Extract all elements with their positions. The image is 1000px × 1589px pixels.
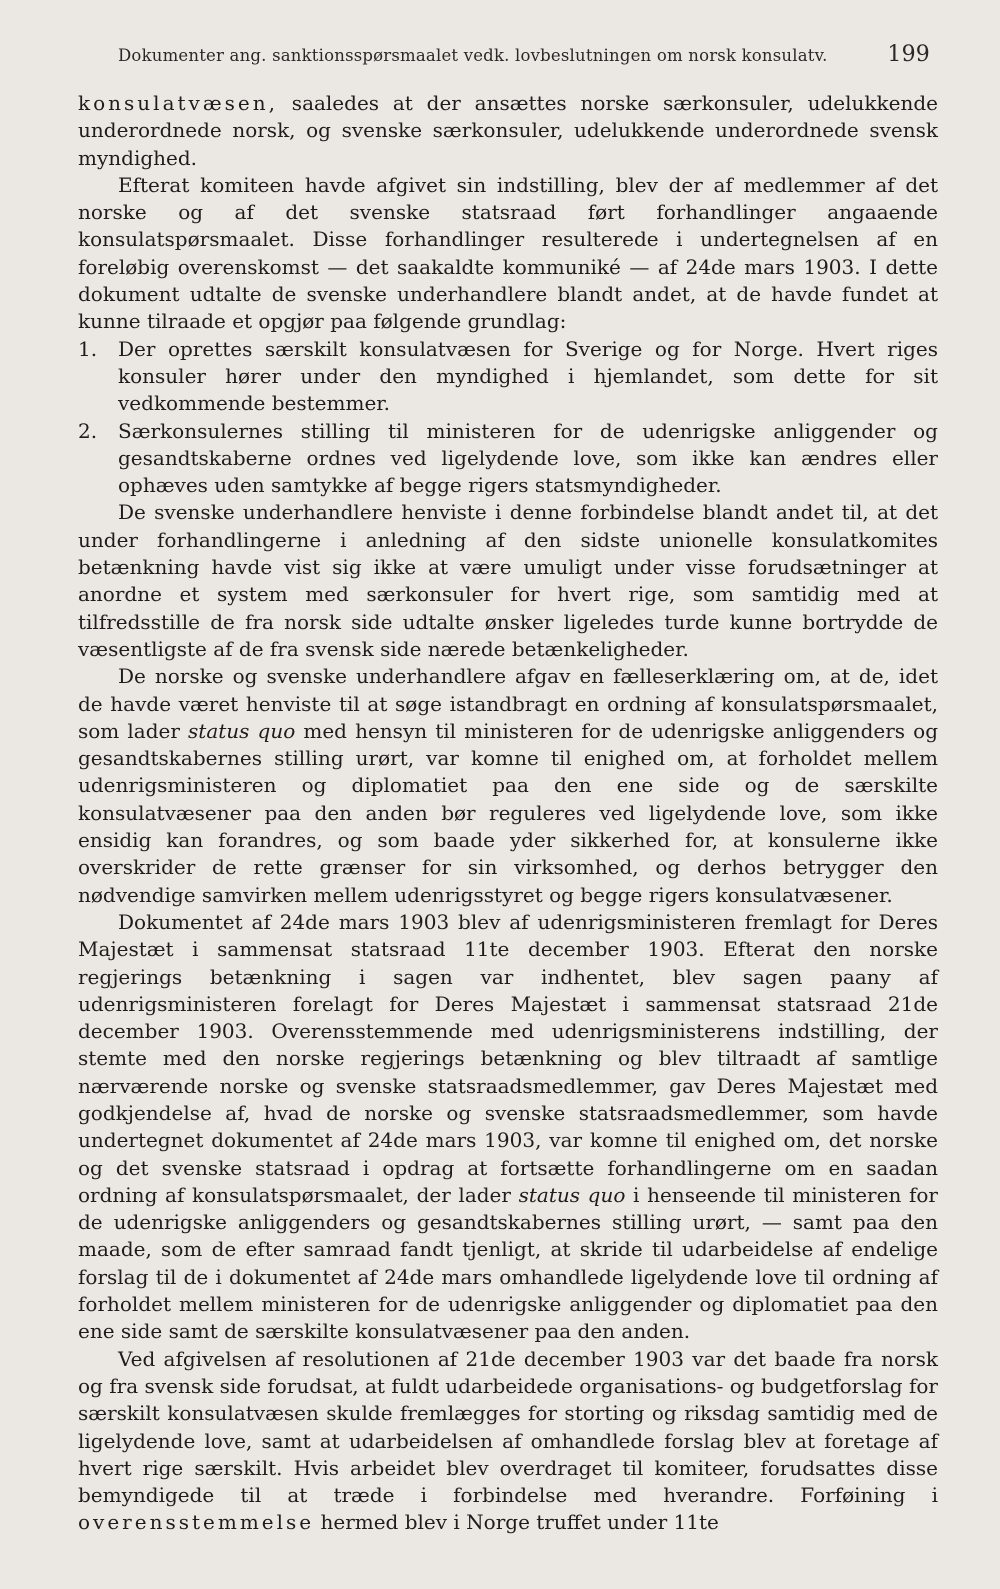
paragraph-6-text-a: Ved afgivelsen af resolutionen af 21de december 1903 var det baade fra norsk og fra svensk side forudsat, at fuldt udarbeidede organisations- og budgetforslag for særskilt konsulatvæsen skulde fremlægges for storting og riksdag samtidig med de ligelydende love, samt at udarbeidelsen af omhandlede forslag blev at foretage af hvert rige særskilt. Hvis arbeidet blev overdraget til komiteer, forudsattes disse bemyndigede til at træde i forbindelse med hverandre. Forføining i <box>78 1346 938 1508</box>
paragraph-5-text-a: Dokumentet af 24de mars 1903 blev af udenrigsministeren fremlagt for Deres Majestæt i sammensat statsraad 11te december 1903. Efterat den norske regjerings betænkning i sagen var indhentet, blev sagen paany af udenrigsministeren forelagt for Deres Majestæt i sammensat statsraad 21de december 1903. Overensstemmende med udenrigsministerens indstilling, der stemte med den norske regjerings betænkning og blev tiltraadt af samtlige nærværende norske og svenske statsraadsmedlemmer, gav Deres Majestæt med godkjendelse af, hvad de norske og svenske statsraadsmedlemmer, som havde undertegnet dokumentet af 24de mars 1903, var komne til enighed om, det norske og det svenske statsraad i opdrag at fortsætte forhandlingerne om en saadan ordning af konsulatspørsmaalet, der lader <box>78 909 938 1207</box>
spaced-word: overensstemmelse <box>78 1510 315 1535</box>
list-item-2 <box>78 418 938 500</box>
list-item-1-text: Der oprettes særskilt konsulatvæsen for Sverige og for Norge. Hvert riges konsuler hører under den myndighed i hjemlandet, som dette for sit vedkommende bestemmer. <box>118 336 938 416</box>
list-item-1 <box>78 336 938 418</box>
paragraph-6 <box>78 1346 938 1537</box>
running-title: Dokumenter ang. sanktionsspørsmaalet vedk. lovbeslutningen om norsk konsulatv. <box>118 46 828 65</box>
paragraph-3: De svenske underhandlere henviste i denne forbindelse blandt andet til, at det under forhandlingerne i anledning af den sidste unionelle konsulatkomites betænkning havde vist sig ikke at være umuligt under visse forudsætninger at anordne et system med særkonsuler for hvert rige, som samtidig med at tilfredsstille de fra norsk side udtalte ønsker ligeledes turde kunne bortrydde de væsentligste af de fra svensk side nærede betænkeligheder. <box>78 500 938 661</box>
list-item-1-number: 1. <box>78 336 98 361</box>
italic-phrase: status quo <box>188 718 296 743</box>
paragraph-6-text-b: hermed blev i Norge truffet under 11te <box>314 1510 719 1535</box>
paragraph-5-text-b: i henseende til ministeren for de udenrigske anliggenders og gesandtskabernes stilling urørt, — samt paa den maade, som de efter samraad fandt tjenligt, at skride til udarbeidelse af endelige forslag til de i dokumentet af 24de mars omhandlede ligelydende love til ordning af forholdet mellem ministeren for de udenrigske anliggender og diplomatiet paa den ene side samt de særskilte konsulatvæsener paa den anden. <box>78 1182 938 1344</box>
list-item-2-text: Særkonsulernes stilling til ministeren for de udenrigske anliggender og gesandtskaberne ordnes ved ligelydende love, som ikke kan ændres eller ophæves uden samtykke af begge rigers statsmyndigheder. <box>118 418 938 498</box>
page-number: 199 <box>887 42 930 67</box>
paragraph-1-text: saaledes at der ansættes norske særkonsuler, udelukkende underordnede norsk, og svenske særkonsuler, udelukkende underordnede svensk myndighed. <box>78 91 938 170</box>
paragraph-4-text-b: med hensyn til ministeren for de udenrigske anliggenders og gesandtskabernes stilling urørt, var komne til enighed om, at forholdet mellem udenrigsministeren og diplomatiet paa den ene side og de særskilte konsulatvæsener paa den anden bør reguleres ved ligelydende love, som ikke ensidig kan forandres, og som baade yder sikkerhed for, at konsulerne ikke overskrider de rette grænser for sin virksomhed, og derhos betrygger den nødvendige samvirken mellem udenrigsstyret og begge rigers konsulatvæsener. <box>78 718 938 907</box>
body-text <box>78 90 938 1537</box>
italic-phrase: status quo <box>518 1182 626 1207</box>
paragraph-4 <box>78 663 938 909</box>
paragraph-2: Efterat komiteen havde afgivet sin indstilling, blev der af medlemmer af det norske og af det svenske statsraad ført forhandlinger angaaende konsulatspørsmaalet. Disse forhandlinger resulterede i undertegnelsen af en foreløbig overenskomst — det saakaldte kommuniké — af 24de mars 1903. I dette dokument udtalte de svenske underhandlere blandt andet, at de havde fundet at kunne tilraade et opgjør paa følgende grundlag: <box>78 172 938 334</box>
paragraph-4-text-a: De norske og svenske underhandlere afgav en fælleserklæring om, at de, idet de havde været henviste til at søge istandbragt en ordning af konsulatspørsmaalet, som lader <box>78 664 938 743</box>
paragraph-5 <box>78 909 938 1346</box>
list-item-2-number: 2. <box>78 418 98 443</box>
spaced-word: konsulatvæsen, <box>78 91 278 115</box>
running-header <box>118 42 930 72</box>
paragraph-1 <box>78 90 938 172</box>
